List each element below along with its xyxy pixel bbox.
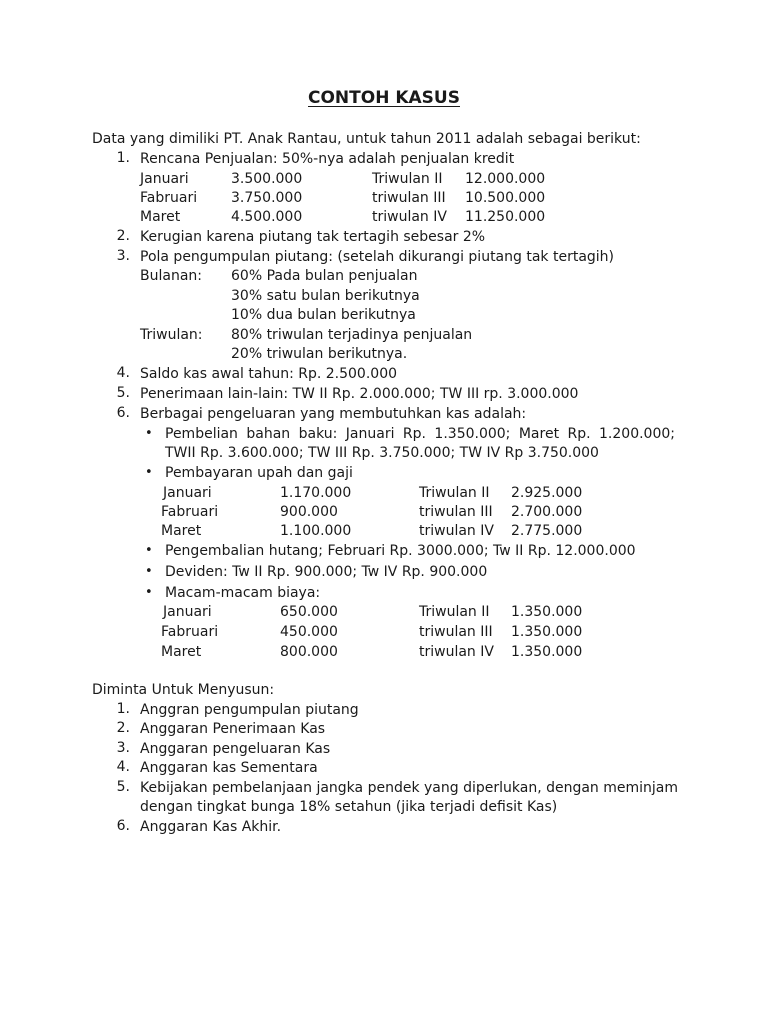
list-number: 6. xyxy=(116,818,130,834)
table-cell: Maret xyxy=(161,523,202,539)
list-number: 5. xyxy=(116,779,130,795)
list-number: 1. xyxy=(116,150,130,166)
item-pengeluaran-kas: Berbagai pengeluaran yang membutuhkan kas adalah: xyxy=(140,406,527,422)
table-cell: 3.500.000 xyxy=(231,171,303,187)
bulanan-line: 10% dua bulan berikutnya xyxy=(231,307,416,323)
bullet-deviden: Deviden: Tw II Rp. 900.000; Tw IV Rp. 900.000 xyxy=(165,564,488,580)
list-number: 3. xyxy=(116,740,130,756)
task-item: Anggaran kas Sementara xyxy=(140,760,318,776)
table-cell: triwulan IV xyxy=(419,644,494,660)
table-cell: triwulan III xyxy=(419,504,493,520)
item-penerimaan-lain: Penerimaan lain-lain: TW II Rp. 2.000.000; TW III rp. 3.000.000 xyxy=(140,386,579,402)
item-kerugian-piutang: Kerugian karena piutang tak tertagih sebesar 2% xyxy=(140,229,486,245)
task-item: Kebijakan pembelanjaan jangka pendek yang diperlukan, dengan meminjam xyxy=(140,780,679,796)
bullet-icon: • xyxy=(145,426,153,441)
table-cell: Triwulan II xyxy=(372,171,443,187)
list-number: 2. xyxy=(116,228,130,244)
bullet-pembelian-bahan-baku-cont: TWII Rp. 3.600.000; TW III Rp. 3.750.000; TW IV Rp 3.750.000 xyxy=(165,445,599,461)
table-cell: 1.100.000 xyxy=(280,523,352,539)
table-cell: Fabruari xyxy=(161,504,219,520)
triwulan-line: 20% triwulan berikutnya. xyxy=(231,346,408,362)
bulanan-line: 30% satu bulan berikutnya xyxy=(231,288,420,304)
table-cell: 1.170.000 xyxy=(280,485,352,501)
page-title: CONTOH KASUS xyxy=(308,88,460,108)
table-cell: Triwulan II xyxy=(419,485,490,501)
list-number: 6. xyxy=(116,405,130,421)
table-cell: Januari xyxy=(140,171,189,187)
task-item: Anggran pengumpulan piutang xyxy=(140,702,359,718)
list-number: 4. xyxy=(116,365,130,381)
bullet-pengembalian-hutang: Pengembalian hutang; Februari Rp. 3000.000; Tw II Rp. 12.000.000 xyxy=(165,543,636,559)
list-number: 1. xyxy=(116,701,130,717)
table-cell: triwulan IV xyxy=(372,209,447,225)
bullet-upah-gaji: Pembayaran upah dan gaji xyxy=(165,465,353,481)
list-number: 5. xyxy=(116,385,130,401)
task-item-cont: dengan tingkat bunga 18% setahun (jika terjadi defisit Kas) xyxy=(140,799,558,815)
table-cell: 2.700.000 xyxy=(511,504,583,520)
task-item: Anggaran Penerimaan Kas xyxy=(140,721,326,737)
table-cell: triwulan III xyxy=(419,624,493,640)
bullet-icon: • xyxy=(145,465,153,480)
item-pola-pengumpulan: Pola pengumpulan piutang: (setelah dikurangi piutang tak tertagih) xyxy=(140,249,615,265)
table-cell: 1.350.000 xyxy=(511,624,583,640)
bullet-pembelian-bahan-baku: Pembelian bahan baku: Januari Rp. 1.350.000; Maret Rp. 1.200.000; xyxy=(165,426,675,442)
bulanan-label: Bulanan: xyxy=(140,268,202,284)
table-cell: Fabruari xyxy=(161,624,219,640)
table-cell: 900.000 xyxy=(280,504,338,520)
table-cell: Fabruari xyxy=(140,190,198,206)
bullet-icon: • xyxy=(145,543,153,558)
table-cell: 10.500.000 xyxy=(465,190,546,206)
table-cell: 2.775.000 xyxy=(511,523,583,539)
table-cell: Maret xyxy=(140,209,181,225)
table-cell: triwulan IV xyxy=(419,523,494,539)
table-cell: triwulan III xyxy=(372,190,446,206)
triwulan-line: 80% triwulan terjadinya penjualan xyxy=(231,327,473,343)
item-rencana-penjualan: Rencana Penjualan: 50%-nya adalah penjualan kredit xyxy=(140,151,515,167)
triwulan-label: Triwulan: xyxy=(140,327,203,343)
table-cell: Januari xyxy=(163,485,212,501)
table-cell: 450.000 xyxy=(280,624,338,640)
table-cell: 3.750.000 xyxy=(231,190,303,206)
table-cell: Maret xyxy=(161,644,202,660)
diminta-heading: Diminta Untuk Menyusun: xyxy=(92,682,275,698)
table-cell: Januari xyxy=(163,604,212,620)
table-cell: 800.000 xyxy=(280,644,338,660)
table-cell: 2.925.000 xyxy=(511,485,583,501)
bullet-icon: • xyxy=(145,585,153,600)
table-cell: 4.500.000 xyxy=(231,209,303,225)
item-saldo-kas: Saldo kas awal tahun: Rp. 2.500.000 xyxy=(140,366,398,382)
table-cell: 1.350.000 xyxy=(511,644,583,660)
table-cell: 650.000 xyxy=(280,604,338,620)
bullet-macam-biaya: Macam-macam biaya: xyxy=(165,585,321,601)
list-number: 4. xyxy=(116,759,130,775)
intro-text: Data yang dimiliki PT. Anak Rantau, untuk tahun 2011 adalah sebagai berikut: xyxy=(92,131,641,147)
bulanan-line: 60% Pada bulan penjualan xyxy=(231,268,418,284)
table-cell: 12.000.000 xyxy=(465,171,546,187)
table-cell: 11.250.000 xyxy=(465,209,546,225)
table-cell: 1.350.000 xyxy=(511,604,583,620)
bullet-icon: • xyxy=(145,564,153,579)
list-number: 2. xyxy=(116,720,130,736)
task-item: Anggaran Kas Akhir. xyxy=(140,819,282,835)
list-number: 3. xyxy=(116,248,130,264)
table-cell: Triwulan II xyxy=(419,604,490,620)
task-item: Anggaran pengeluaran Kas xyxy=(140,741,331,757)
